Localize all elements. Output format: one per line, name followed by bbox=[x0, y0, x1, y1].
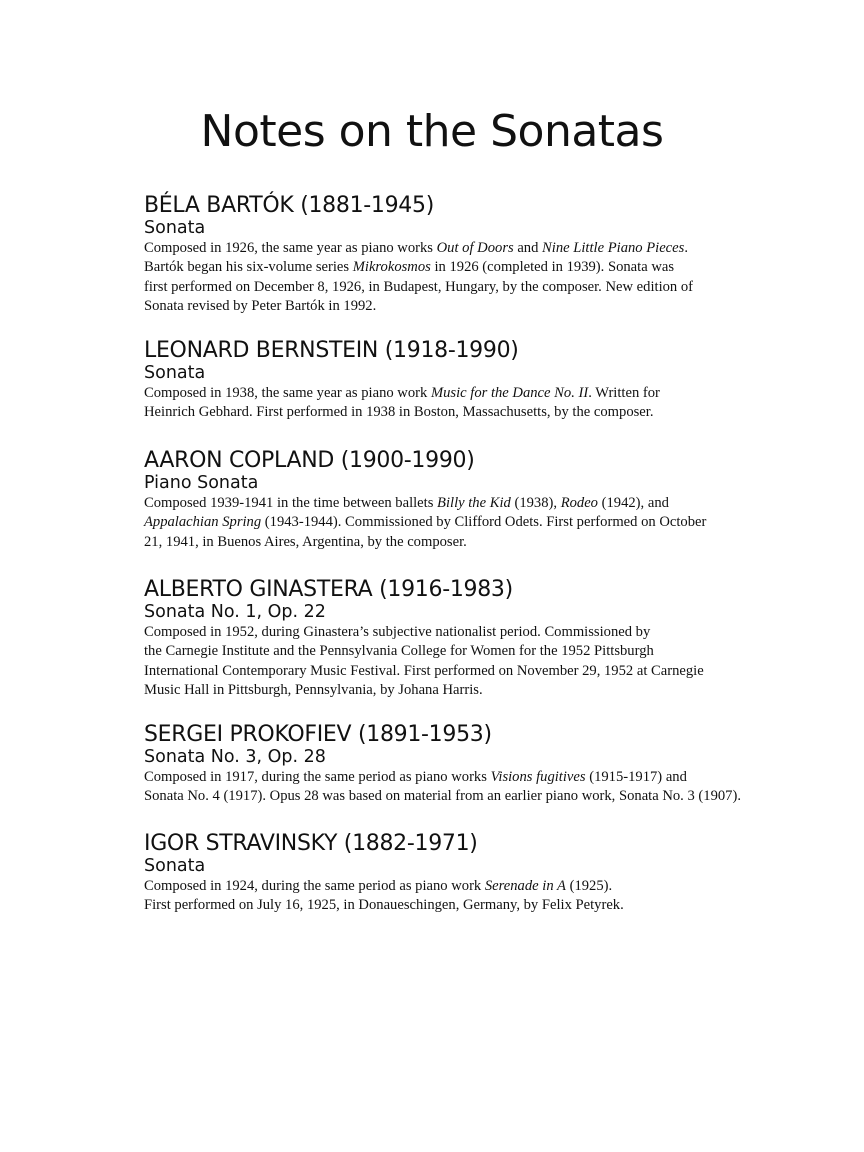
text-line bbox=[144, 513, 784, 532]
section-bernstein bbox=[144, 339, 784, 423]
composer-heading: LEONARD BERNSTEIN (1918-1990) bbox=[144, 338, 519, 363]
text-segment: Heinrich Gebhard. First performed in 1938 in Boston, Massachusetts, by the composer. bbox=[144, 404, 654, 421]
text-line bbox=[144, 297, 784, 316]
work-reference: Music for the Dance No. II bbox=[430, 385, 589, 401]
text-segment: Sonata No. 4 (1917). Opus 28 was based on material from an earlier piano work, Sonata No. 3 (1907). bbox=[144, 788, 741, 805]
text-line bbox=[144, 768, 784, 787]
work-title: Sonata No. 3, Op. 28 bbox=[144, 747, 326, 767]
text-line bbox=[144, 494, 784, 513]
work-reference: Serenade in A bbox=[484, 878, 566, 894]
section-bartok bbox=[144, 194, 784, 317]
work-reference: Nine Little Piano Pieces bbox=[542, 240, 685, 256]
text-line bbox=[144, 787, 784, 806]
text-segment: (1942), and bbox=[597, 495, 669, 511]
section-description bbox=[144, 877, 784, 916]
text-segment: International Contemporary Music Festival. First performed on November 29, 1952 at Carnegie bbox=[144, 662, 704, 679]
text-segment: Composed in 1938, the same year as piano work bbox=[144, 385, 431, 401]
text-segment: . Written for bbox=[588, 385, 660, 401]
text-segment: . bbox=[684, 240, 688, 256]
text-line bbox=[144, 877, 784, 896]
work-reference: Billy the Kid bbox=[437, 495, 511, 511]
text-segment: and bbox=[513, 240, 543, 256]
text-segment: Composed in 1926, the same year as piano works bbox=[144, 240, 437, 256]
text-line bbox=[144, 403, 784, 422]
work-title: Sonata No. 1, Op. 22 bbox=[144, 602, 326, 622]
work-reference: Rodeo bbox=[560, 495, 598, 511]
section-stravinsky bbox=[144, 832, 784, 916]
composer-heading: IGOR STRAVINSKY (1882-1971) bbox=[144, 831, 478, 856]
text-segment: the Carnegie Institute and the Pennsylvania College for Women for the 1952 Pittsburgh bbox=[144, 643, 654, 660]
section-description bbox=[144, 239, 784, 317]
section-ginastera bbox=[144, 578, 784, 701]
text-line bbox=[144, 662, 784, 681]
composer-heading: ALBERTO GINASTERA (1916-1983) bbox=[144, 577, 513, 602]
text-segment: Bartók began his six-volume series bbox=[144, 259, 353, 276]
section-description bbox=[144, 384, 784, 423]
section-prokofiev bbox=[144, 723, 784, 807]
text-segment: Composed in 1917, during the same period as piano works bbox=[144, 769, 491, 785]
text-segment: in 1926 (completed in 1939). Sonata was bbox=[430, 259, 675, 276]
text-line bbox=[144, 258, 784, 277]
work-reference: Mikrokosmos bbox=[352, 259, 431, 276]
text-line bbox=[144, 533, 784, 552]
work-reference: Out of Doors bbox=[436, 240, 514, 256]
text-segment: Composed in 1952, during Ginastera’s subjective nationalist period. Commissioned by bbox=[144, 624, 651, 640]
text-segment: first performed on December 8, 1926, in Budapest, Hungary, by the composer. New edition of bbox=[144, 278, 694, 295]
text-segment: Composed 1939-1941 in the time between ballets bbox=[144, 495, 438, 511]
work-title: Sonata bbox=[144, 363, 206, 383]
text-segment: Composed in 1924, during the same period as piano work bbox=[144, 878, 485, 894]
text-line bbox=[144, 623, 784, 642]
text-segment: Sonata revised by Peter Bartók in 1992. bbox=[144, 298, 377, 315]
text-line bbox=[144, 896, 784, 915]
page-title: Notes on the Sonatas bbox=[200, 106, 664, 157]
text-segment: (1943-1944). Commissioned by Clifford Odets. First performed on October bbox=[261, 514, 707, 531]
text-line bbox=[144, 642, 784, 661]
section-description bbox=[144, 494, 784, 552]
text-segment: (1925). bbox=[565, 878, 613, 894]
work-title: Sonata bbox=[144, 856, 206, 876]
section-copland bbox=[144, 449, 784, 552]
text-segment: First performed on July 16, 1925, in Donaueschingen, Germany, by Felix Petyrek. bbox=[144, 897, 624, 914]
text-segment: (1915-1917) and bbox=[585, 769, 687, 785]
text-segment: (1938), bbox=[510, 495, 561, 511]
section-description bbox=[144, 768, 784, 807]
work-title: Sonata bbox=[144, 218, 206, 238]
section-description bbox=[144, 623, 784, 701]
work-title: Piano Sonata bbox=[144, 473, 259, 493]
text-line bbox=[144, 384, 784, 403]
composer-heading: BÉLA BARTÓK (1881-1945) bbox=[144, 193, 434, 218]
work-reference: Visions fugitives bbox=[490, 769, 586, 785]
composer-heading: SERGEI PROKOFIEV (1891-1953) bbox=[144, 722, 492, 747]
text-segment: 21, 1941, in Buenos Aires, Argentina, by the composer. bbox=[144, 533, 467, 550]
text-segment: Music Hall in Pittsburgh, Pennsylvania, by Johana Harris. bbox=[144, 682, 483, 699]
work-reference: Appalachian Spring bbox=[144, 514, 262, 531]
composer-heading: AARON COPLAND (1900-1990) bbox=[144, 448, 475, 473]
text-line bbox=[144, 239, 784, 258]
text-line bbox=[144, 278, 784, 297]
text-line bbox=[144, 681, 784, 700]
